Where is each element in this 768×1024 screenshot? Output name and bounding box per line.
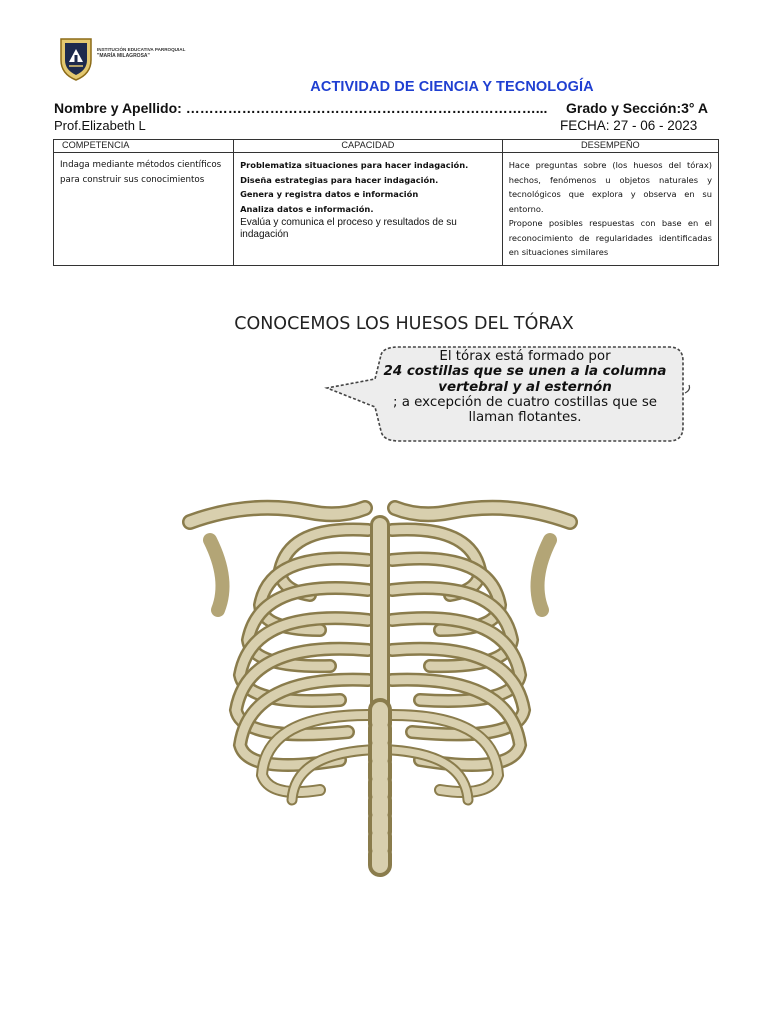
school-crest-logo <box>58 36 94 82</box>
capacidad-item: Problematiza situaciones para hacer indagación. <box>240 160 469 170</box>
bubble-text-part3: ; a excepción de cuatro costillas que se llaman flotantes. <box>392 394 658 426</box>
bubble-text-emphasis: 24 costillas que se unen a la columna vertebral y al esternón <box>383 364 667 395</box>
capacidad-item: Genera y registra datos e información <box>240 189 419 199</box>
section-subtitle: CONOCEMOS LOS HUESOS DEL TÓRAX <box>234 314 574 334</box>
capacidad-cell <box>234 153 503 266</box>
desempeno-item: Propone posibles respuestas con base en el reconocimiento de regularidades identificadas en situaciones similares <box>508 218 712 257</box>
desempeno-item: Hace preguntas sobre (los huesos del tórax) hechos, fenómenos u objetos naturales y tecnológicos que explora y observa en su entorno. <box>508 160 712 214</box>
date-label: FECHA: 27 - 06 - 2023 <box>560 118 698 133</box>
school-name-line2: "MARÍA MILAGROSA" <box>97 53 150 59</box>
teacher-name: Prof.Elizabeth L <box>54 118 146 133</box>
competencia-cell: Indaga mediante métodos científicos para construir sus conocimientos <box>54 153 234 266</box>
grade-section-label: Grado y Sección:3° A <box>566 100 709 116</box>
rib-cage-illustration <box>170 470 590 890</box>
school-name-line1: INSTITUCIÓN EDUCATIVA PARROQUIAL <box>97 47 186 52</box>
header-competencia: COMPETENCIA <box>54 140 234 153</box>
student-name-field: Nombre y Apellido: …………………………………………………………………... <box>54 100 548 116</box>
header-capacidad: CAPACIDAD <box>234 140 503 153</box>
bubble-text <box>369 349 681 425</box>
bubble-text-part1: El tórax está formado por <box>439 349 611 364</box>
capacidad-item: Analiza datos e información. <box>240 203 374 214</box>
school-name <box>97 47 185 59</box>
competency-table <box>53 139 719 266</box>
header-desempeno: DESEMPEÑO <box>502 140 718 153</box>
desempeno-cell <box>502 153 718 266</box>
page-title: ACTIVIDAD DE CIENCIA Y TECNOLOGÍA <box>310 79 594 95</box>
capacidad-item: Evalúa y comunica el proceso y resultados de su indagación <box>240 217 457 240</box>
capacidad-item: Diseña estrategias para hacer indagación. <box>240 174 439 185</box>
